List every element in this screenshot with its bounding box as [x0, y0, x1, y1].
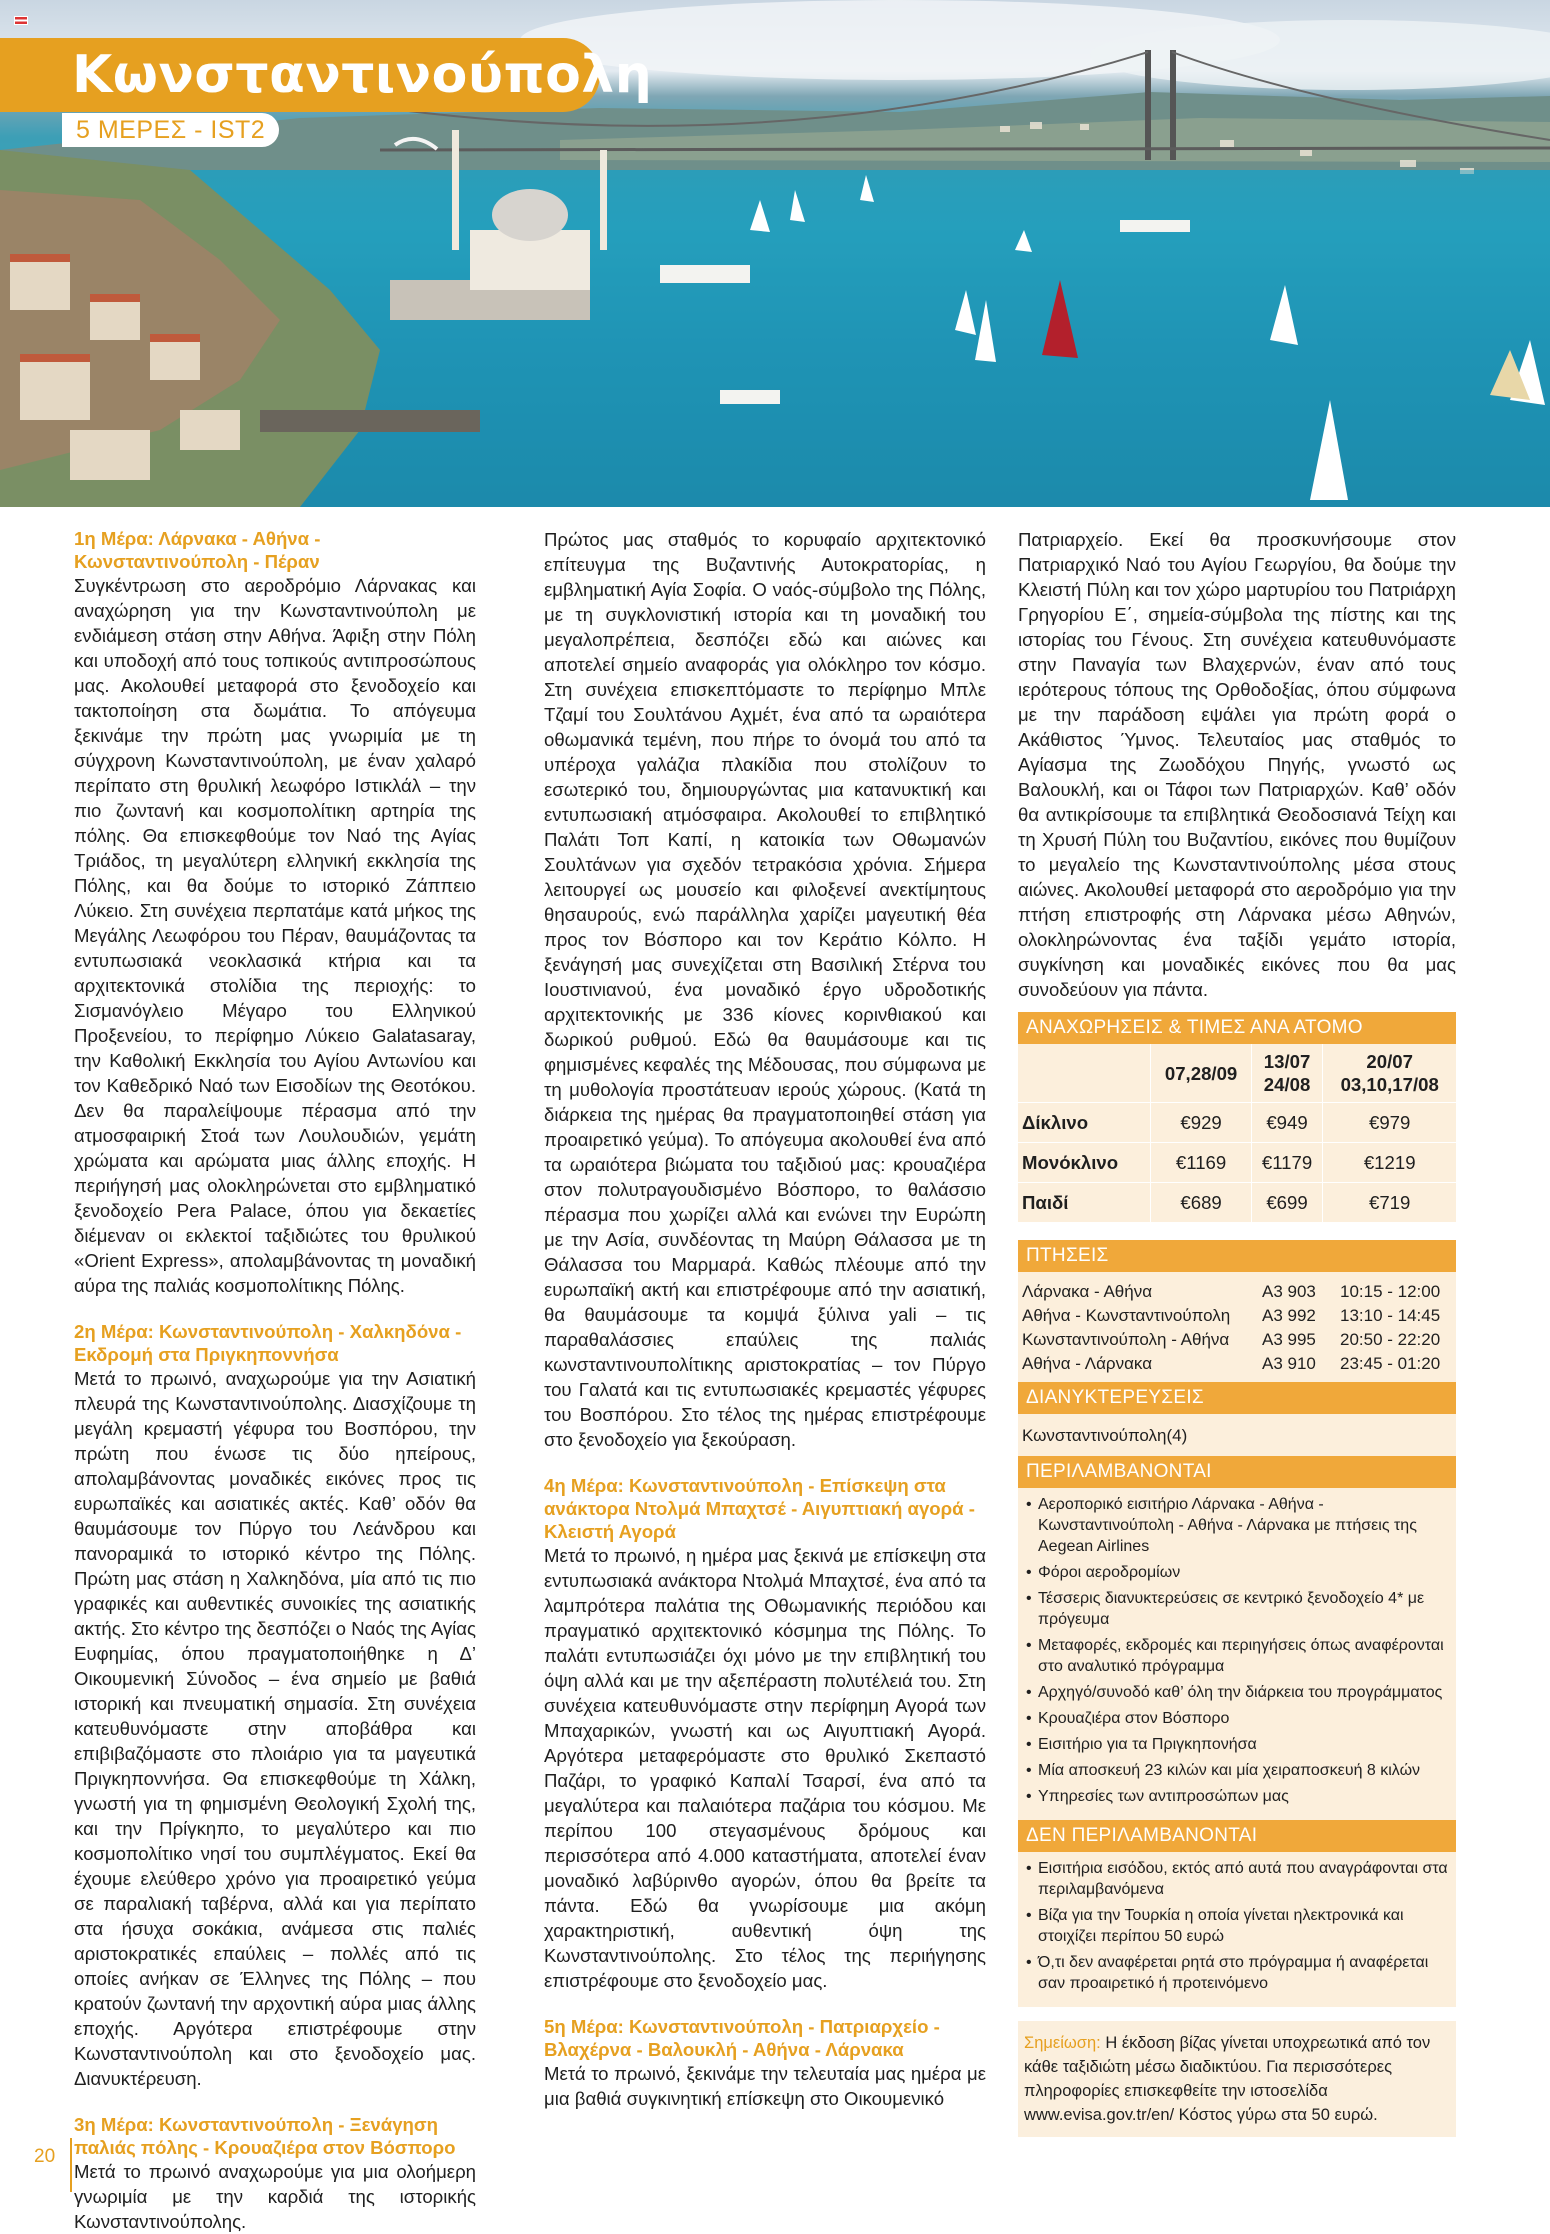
flight-route: Λάρνακα - Αθήνα — [1022, 1282, 1153, 1301]
price-cell: €689 — [1151, 1183, 1251, 1223]
price-table — [1018, 1044, 1456, 1222]
day4-title: 4η Μέρα: Κωνσταντινούπολη - Επίσκεψη στα ανάκτορα Ντολμά Μπαχτσέ - Αιγυπτιακή αγορά - Κλειστή Αγορά — [544, 1475, 975, 1542]
excluded-heading: ΔΕΝ ΠΕΡΙΛΑΜΒΑΝΟΝΤΑΙ — [1018, 1820, 1456, 1852]
price-row — [1018, 1183, 1456, 1223]
day1-body: Συγκέντρωση στο αεροδρόμιο Λάρνακας και αναχώρηση για την Κωνσταντινούπολη με ενδιάμεση στάση στην Αθήνα. Άφιξη στην Πόλη και υποδοχή από τους τοπικούς αντιπροσώπους μας. Ακολουθεί μεταφορά στο ξενοδοχείο και τακτοποίηση στα δωμάτια. Το απόγευμα ξεκινάμε την πρώτη μας γνωριμία με τη σύγχρονη Κωνσταντινούπολη, με έναν χαλαρό περίπατο στη θρυλική λεωφόρο Ιστικλάλ – την πιο ζωντανή και κοσμοπολίτικη αρτηρία της πόλης. Θα επισκεφθούμε τον Ναό της Αγίας Τριάδος, τη μεγαλύτερη ελληνική εκκλησία της Πόλης, και θα δούμε το ιστορικό Ζάππειο Λύκειο. Στη συνέχεια περπατάμε κατά μήκος της Μεγάλης Λεωφόρου του Πέραν, θαυμάζοντας τα εντυπωσιακά νεοκλασικά κτήρια και τα αρχιτεκτονικά στολίδια της περιοχής: το Σισμανόγλειο Μέγαρο του Ελληνικού Προξενείου, το περίφημο Λύκειο Galatasaray, την Καθολική Εκκλησία του Αγίου Αντωνίου και τον Καθεδρικό Ναό των Εισοδίων της Θεοτόκου. Δεν θα παραλείψουμε πέρασμα από την ατμοσφαιρική Στοά των Λουλουδιών, γεμάτη χρώματα και αρώματα μιας άλλης εποχής. Η περιήγησή μας ολοκληρώνεται στο εμβληματικό ξενοδοχείο Pera Palace, όπου για δεκαετίες διέμεναν οι εκλεκτοί ταξιδιώτες του θρυλικού «Orient Express», απολαμβάνοντας τη μοναδική αύρα της παλιάς κοσμοπολίτικης Πόλης. — [74, 575, 476, 1296]
flights-box — [1018, 1272, 1456, 1382]
greek-flag-icon — [14, 16, 28, 25]
flight-code: A3 910 — [1262, 1354, 1316, 1373]
list-item: • Αρχηγό/συνοδό καθ’ όλη την διάρκεια του προγράμματος — [1024, 1682, 1450, 1703]
list-item: • Εισιτήριο για τα Πριγκηπονήσα — [1024, 1734, 1450, 1755]
stays-box — [1018, 1414, 1456, 1456]
column-3 — [1018, 527, 1456, 2137]
price-table-corner — [1018, 1044, 1151, 1103]
flight-row — [1022, 1280, 1452, 1304]
prices-box — [1018, 1044, 1456, 1222]
flight-route: Κωνσταντινούπολη - Αθήνα — [1022, 1330, 1230, 1349]
page-number-rule — [70, 2138, 72, 2192]
price-cell: €1169 — [1151, 1143, 1251, 1183]
list-item: • Αεροπορικό εισιτήριο Λάρνακα - Αθήνα - Κωνσταντινούπολη - Αθήνα - Λάρνακα με πτήσεις της Aegean Airlines — [1024, 1494, 1450, 1557]
excluded-list — [1018, 1852, 1456, 2007]
flights-heading: ΠΤΗΣΕΙΣ — [1018, 1240, 1456, 1272]
title-banner — [0, 38, 653, 112]
price-cell: €699 — [1251, 1183, 1323, 1223]
flight-route: Αθήνα - Λάρνακα — [1022, 1354, 1153, 1373]
day5-title: 5η Μέρα: Κωνσταντινούπολη - Πατριαρχείο - Βλαχέρνα - Βαλουκλή - Αθήνα - Λάρνακα — [544, 2016, 940, 2060]
price-row — [1018, 1143, 1456, 1183]
flight-row — [1022, 1304, 1452, 1328]
list-item: • Εισιτήρια εισόδου, εκτός από αυτά που αναγράφονται στα περιλαμβανόμενα — [1024, 1858, 1450, 1900]
list-item: • Μία αποσκευή 23 κιλών και μία χειραποσκευή 8 κιλών — [1024, 1760, 1450, 1781]
day3-title: 3η Μέρα: Κωνσταντινούπολη - Ξενάγηση παλιάς πόλης - Κρουαζιέρα στον Βόσπορο — [74, 2114, 456, 2158]
flight-time: 13:10 - 14:45 — [1340, 1306, 1441, 1325]
day2-body: Μετά το πρωινό, αναχωρούμε για την Ασιατική πλευρά της Κωνσταντινούπολης. Διασχίζουμε τη μεγάλη κρεμαστή γέφυρα του Βοσπόρου, την πρώτη που ένωσε τις δύο ηπείρους, απολαμβάνοντας μοναδικές εικόνες προς τις ευρωπαϊκές και ασιατικές ακτές. Καθ’ οδόν θα θαυμάσουμε τον Πύργο του Λεάνδρου και πανοραμικά το ιστορικό κέντρο της Πόλης. Πρώτη μας στάση η Χαλκηδόνα, μία από τις πιο γραφικές και αυθεντικές συνοικίες της ασιατικής ακτής. Στο κέντρο της δεσπόζει ο Ναός της Αγίας Ευφημίας, όπου πραγματοποιήθηκε η Δ’ Οικουμενική Σύνοδος – ένα σημείο με βαθιά ιστορική και πνευματική σημασία. Στη συνέχεια κατευθυνόμαστε στην αποβάθρα και επιβιβαζόμαστε στο πλοιάριο για τα μαγευτικά Πριγκηποννήσα. Θα επισκεφθούμε τη Χάλκη, γνωστή για τη φημισμένη Θεολογική Σχολή της, και την Πρίγκηπο, το μεγαλύτερο και πιο κοσμοπολίτικο νησί του συμπλέγματος. Εκεί θα έχουμε ελεύθερο χρόνο για προαιρετικό γεύμα σε παραλιακή ταβέρνα, αλλά και για περίπατο στα ήσυχα σοκάκια, ανάμεσα στις παλιές αριστοκρατικές επαύλεις – πολλές από τις οποίες ανήκαν σε Έλληνες της Πόλης – που κρατούν ζωντανή την αρχοντική αύρα μιας άλλης εποχής. Αργότερα επιστρέφουμε στην Κωνσταντινούπολη και στο ξενοδοχείο μας. Διανυκτέρευση. — [74, 1368, 476, 2089]
price-cell: €1179 — [1251, 1143, 1323, 1183]
stays-heading: ΔΙΑΝΥΚΤΕΡΕΥΣΕΙΣ — [1018, 1382, 1456, 1414]
list-item: • Βίζα για την Τουρκία η οποία γίνεται ηλεκτρονικά και στοιχίζει περίπου 50 ευρώ — [1024, 1905, 1450, 1947]
price-row-label: Δίκλινο — [1018, 1103, 1151, 1143]
price-col-header: 20/07 03,10,17/08 — [1323, 1044, 1456, 1103]
page-number: 20 — [34, 2146, 56, 2167]
list-item: • Υπηρεσίες των αντιπροσώπων μας — [1024, 1786, 1450, 1807]
price-row — [1018, 1103, 1456, 1143]
visa-note — [1018, 2021, 1456, 2137]
price-cell: €929 — [1151, 1103, 1251, 1143]
price-row-label: Παιδί — [1018, 1183, 1151, 1223]
note-text: Η έκδοση βίζας γίνεται υποχρεωτικά από τον κάθε ταξιδιώτη μέσω διαδικτύου. Για περισσότερες πληροφορίες επισκεφθείτε την ιστοσελίδα www.evisa.gov.tr/en/ Κόστος γύρω στα 50 ευρώ. — [1024, 2034, 1431, 2124]
column-1 — [74, 527, 476, 2234]
tour-code: 5 ΜΕΡΕΣ - IST2 — [76, 115, 266, 144]
list-item: • Κρουαζιέρα στον Βόσπορο — [1024, 1708, 1450, 1729]
price-cell: €979 — [1323, 1103, 1456, 1143]
price-cell: €719 — [1323, 1183, 1456, 1223]
list-item: • Τέσσερις διανυκτερεύσεις σε κεντρικό ξενοδοχείο 4* με πρόγευμα — [1024, 1588, 1450, 1630]
flight-code: A3 992 — [1262, 1306, 1316, 1325]
flight-code: A3 903 — [1262, 1282, 1316, 1301]
list-item: • Μεταφορές, εκδρομές και περιηγήσεις όπως αναφέρονται στο αναλυτικό πρόγραμμα — [1024, 1635, 1450, 1677]
flight-time: 10:15 - 12:00 — [1340, 1282, 1441, 1301]
day1-title: 1η Μέρα: Λάρνακα - Αθήνα - Κωνσταντινούπολη - Πέραν — [74, 528, 321, 572]
price-row-label: Μονόκλινο — [1018, 1143, 1151, 1183]
day2-title: 2η Μέρα: Κωνσταντινούπολη - Χαλκηδόνα - Εκδρομή στα Πριγκηποννήσα — [74, 1321, 462, 1365]
flight-time: 23:45 - 01:20 — [1340, 1354, 1441, 1373]
flight-row — [1022, 1352, 1452, 1376]
price-col-header: 07,28/09 — [1151, 1044, 1251, 1103]
flight-row — [1022, 1328, 1452, 1352]
price-cell: €1219 — [1323, 1143, 1456, 1183]
day5-body-continued: Πατριαρχείο. Εκεί θα προσκυνήσουμε στον Πατριαρχικό Ναό του Αγίου Γεωργίου, θα δούμε την Κλειστή Πύλη και τον χώρο μαρτυρίου του Πατριάρχη Γρηγορίου Ε΄, σημεία-σύμβολα της πίστης και της ιστορίας του Γένους. Στη συνέχεια κατευθυνόμαστε στην Παναγία των Βλαχερνών, έναν από τους ιερότερους τόπους της Ορθοδοξίας, όπου σύμφωνα με την παράδοση εψάλει για πρώτη φορά ο Ακάθιστος Ύμνος. Τελευταίος μας σταθμός το Αγίασμα της Ζωοδόχου Πηγής, γνωστό ως Βαλουκλή, και οι Τάφοι των Πατριαρχών. Καθ’ οδόν θα αντικρίσουμε τα επιβλητικά Θεοδοσιανά Τείχη και τη Χρυσή Πύλη του Βυζαντίου, εικόνες που θυμίζουν το μεγαλείο της Κωνσταντινούπολης μέσα στους αιώνες. Ακολουθεί μεταφορά στο αεροδρόμιο για την πτήση επιστροφής στη Λάρνακα μέσω Αθηνών, ολοκληρώνοντας ένα ταξίδι γεμάτο ιστορία, συγκίνηση και μοναδικές εικόνες που θα μας συνοδεύουν για πάντα. — [1018, 529, 1456, 1000]
day5-body-start: Μετά το πρωινό, ξεκινάμε την τελευταία μας ημέρα με μια βαθιά συγκινητική επίσκεψη στο Οικουμενικό — [544, 2063, 986, 2109]
day3-body-start: Μετά το πρωινό αναχωρούμε για μια ολοήμερη γνωριμία με την καρδιά της ιστορικής Κωνσταντινούπολης. — [74, 2161, 476, 2232]
price-col-header: 13/07 24/08 — [1251, 1044, 1323, 1103]
flight-route: Αθήνα - Κωνσταντινούπολη — [1022, 1306, 1231, 1325]
included-heading: ΠΕΡΙΛΑΜΒΑΝΟΝΤΑΙ — [1018, 1456, 1456, 1488]
column-2 — [544, 527, 986, 2111]
flight-time: 20:50 - 22:20 — [1340, 1330, 1441, 1349]
price-cell: €949 — [1251, 1103, 1323, 1143]
stays-text: Κωνσταντινούπολη(4) — [1022, 1426, 1188, 1445]
list-item: • Ό,τι δεν αναφέρεται ρητά στο πρόγραμμα ή αναφέρεται σαν προαιρετικό ή προτεινόμενο — [1024, 1952, 1450, 1994]
tour-code-pill — [62, 113, 279, 147]
day3-body-continued: Πρώτος μας σταθμός το κορυφαίο αρχιτεκτονικό επίτευγμα της Βυζαντινής Αυτοκρατορίας, η εμβληματική Αγία Σοφία. Ο ναός-σύμβολο της Πόλης, με τη συγκλονιστική ιστορία και τη μοναδική του μεγαλοπρέπεια, δεσπόζει εδώ και αιώνες και αποτελεί σημείο αναφοράς για ολόκληρο τον κόσμο. Στη συνέχεια επισκεπτόμαστε το περίφημο Μπλε Τζαμί του Σουλτάνου Αχμέτ, ένα από τα ωραιότερα οθωμανικά τεμένη, που πήρε το όνομά του από τα υπέροχα γαλάζια πλακίδια που στολίζουν το εσωτερικό του, δημιουργώντας μια κατανυκτική και εντυπωσιακή ατμόσφαιρα. Ακολουθεί το επιβλητικό Παλάτι Τοπ Καπί, η κατοικία των Οθωμανών Σουλτάνων για σχεδόν τετρακόσια χρόνια. Σήμερα λειτουργεί ως μουσείο και φιλοξενεί ανεκτίμητους θησαυρούς, ενώ παράλληλα χαρίζει μαγευτική θέα προς τον Βόσπορο και τον Κεράτιο Κόλπο. Η ξενάγησή μας συνεχίζεται στη Βασιλική Στέρνα του Ιουστινιανού, ένα μοναδικό έργο υδροδοτικής αρχιτεκτονικής με 336 κίονες κορινθιακού και δωρικού ρυθμού. Εδώ θα θαυμάσουμε και τις φημισμένες κεφαλές της Μέδουσας, που σύμφωνα με τη μυθολογία προστάτευαν ιερούς χώρους. (Κατά τη διάρκεια της ημέρας θα πραγματοποιηθεί στάση για προαιρετικό γεύμα). Το απόγευμα ακολουθεί ένα από τα ωραιότερα βιώματα του ταξιδιού μας: κρουαζιέρα στον πολυτραγουδισμένο Βόσπορο, το θαλάσσιο πέρασμα που χωρίζει αλλά και ενώνει την Ευρώπη με την Ασία, συνδέοντας τη Μαύρη Θάλασσα με τη Θάλασσα του Μαρμαρά. Καθώς πλέουμε από την ευρωπαϊκή ακτή και επιστρέφουμε από την ασιατική, θα θαυμάσουμε τα κομψά ξύλινα yali – τις παραθαλάσσιες επαύλεις της παλιάς κωνσταντινουπολίτικης αριστοκρατίας – τον Πύργο του Γαλατά και τις εντυπωσιακές κρεμαστές γέφυρες του Βοσπόρου. Στο τέλος της ημέρας επιστρέφουμε στο ξενοδοχείο για ξεκούραση. — [544, 529, 986, 1450]
page-title: Κωνσταντινούπολη — [72, 45, 653, 105]
note-lead: Σημείωση: — [1024, 2034, 1101, 2052]
flight-code: A3 995 — [1262, 1330, 1316, 1349]
list-item: • Φόροι αεροδρομίων — [1024, 1562, 1450, 1583]
included-list — [1018, 1488, 1456, 1820]
prices-heading: ΑΝΑΧΩΡΗΣΕΙΣ & ΤΙΜΕΣ ΑΝΑ ΑΤΟΜΟ — [1018, 1012, 1456, 1044]
hero-photo — [0, 0, 1550, 507]
day4-body: Μετά το πρωινό, η ημέρα μας ξεκινά με επίσκεψη στα εντυπωσιακά ανάκτορα Ντολμά Μπαχτσέ, ένα από τα λαμπρότερα παλάτια της Οθωμανικής περιόδου και πραγματικό αρχιτεκτονικό κόσμημα της Πόλης. Το παλάτι εντυπωσιάζει όχι μόνο με την επιβλητική του όψη αλλά και με την αξεπέραστη πολυτέλειά του. Στη συνέχεια κατευθυνόμαστε στην περίφημη Αγορά των Μπαχαρικών, γνωστή και ως Αιγυπτιακή Αγορά. Αργότερα μεταφερόμαστε στο θρυλικό Σκεπαστό Παζάρι, το γραφικό Καπαλί Τσαρσί, ένα από τα μεγαλύτερα και παλαιότερα παζάρια του κόσμου. Με περίπου 100 στεγασμένους δρόμους και περισσότερα από 4.000 καταστήματα, αποτελεί έναν μοναδικό λαβύρινθο αγορών, όπου θα βρείτε τα πάντα. Εδώ θα γνωρίσουμε μια ακόμη χαρακτηριστική, αυθεντική όψη της Κωνσταντινούπολης. Στο τέλος της περιήγησης επιστρέφουμε στο ξενοδοχείο μας. — [544, 1545, 986, 1991]
